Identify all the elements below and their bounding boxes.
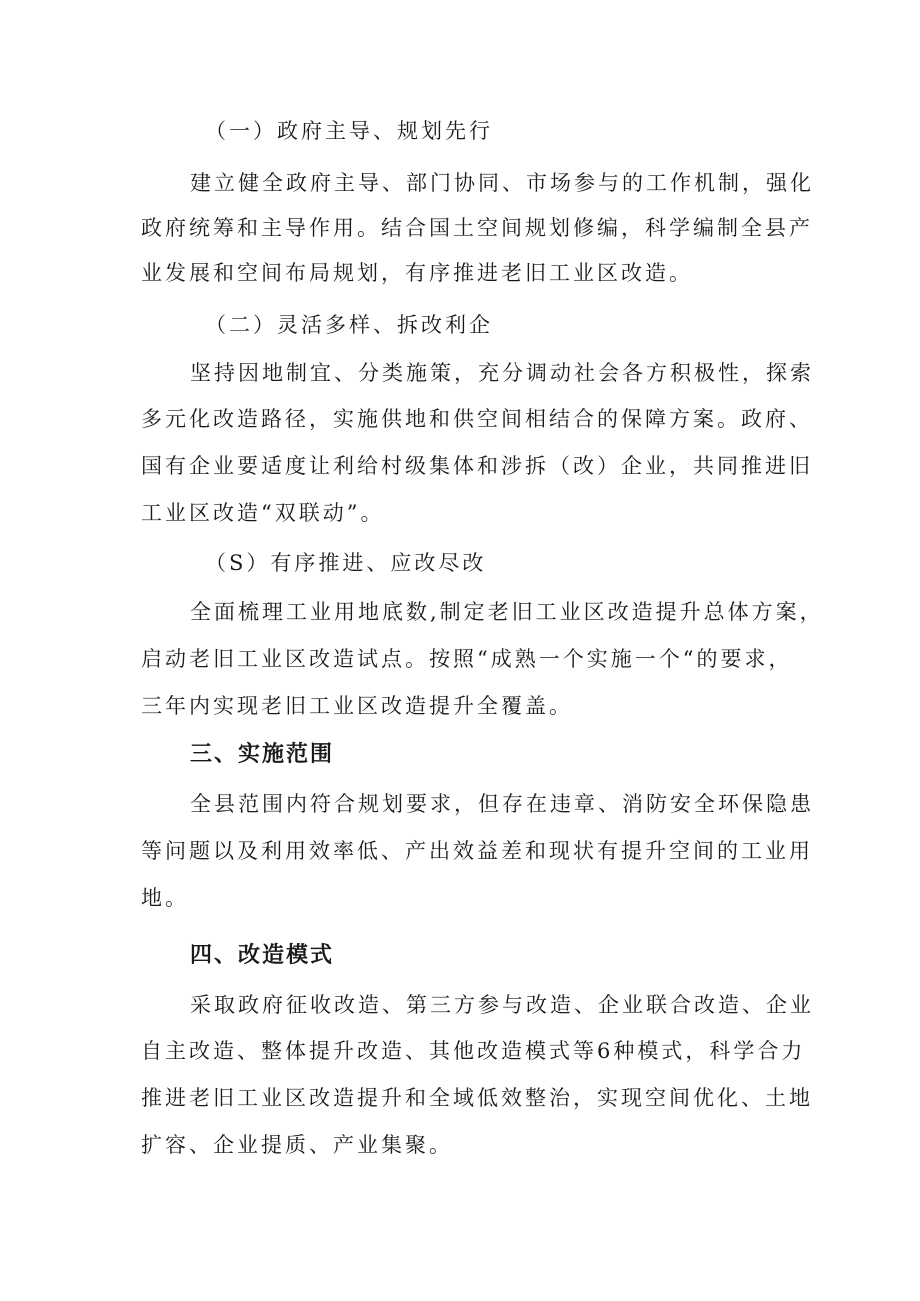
paragraph-line: 建立健全政府主导、部门协同、市场参与的工作机制，强化 xyxy=(190,171,814,195)
paragraph-line: 业发展和空间布局规划，有序推进老旧工业区改造。 xyxy=(141,261,693,285)
paragraph-line: 扩容、企业提质、产业集聚。 xyxy=(141,1133,453,1157)
paragraph-line: 全面梳理工业用地底数,制定老旧工业区改造提升总体方案， xyxy=(190,600,824,624)
paragraph-line: 推进老旧工业区改造提升和全域低效整治，实现空间优化、土地 xyxy=(141,1086,813,1110)
paragraph-line: 地。 xyxy=(141,886,189,910)
paragraph-line: 工业区改造“双联动”。 xyxy=(141,501,385,525)
subheading-flexible-diverse: （二）灵活多样、拆改利企 xyxy=(205,313,493,337)
paragraph-line: 多元化改造路径，实施供地和供空间相结合的保障方案。政府、 xyxy=(141,407,813,431)
subheading-government-led: （一）政府主导、规划先行 xyxy=(205,119,493,143)
paragraph-line: 等问题以及利用效率低、产出效益差和现状有提升空间的工业用 xyxy=(141,839,813,863)
paragraph-line: 坚持因地制宜、分类施策，充分调动社会各方积极性，探索 xyxy=(190,361,814,385)
heading-implementation-scope: 三、实施范围 xyxy=(190,742,335,767)
paragraph-line: 国有企业要适度让利给村级集体和涉拆（改）企业，共同推进旧 xyxy=(141,454,813,478)
paragraph-line: 采取政府征收改造、第三方参与改造、企业联合改造、企业 xyxy=(190,993,814,1017)
heading-renovation-model: 四、改造模式 xyxy=(190,943,335,968)
paragraph-line: 启动老旧工业区改造试点。按照“成熟一个实施一个“的要求， xyxy=(141,647,793,671)
paragraph-line: 三年内实现老旧工业区改造提升全覆盖。 xyxy=(141,694,573,718)
paragraph-line: 自主改造、整体提升改造、其他改造模式等6种模式，科学合力 xyxy=(141,1039,806,1063)
paragraph-line: 全县范围内符合规划要求，但存在违章、消防安全环保隐患 xyxy=(190,792,814,816)
paragraph-line: 政府统筹和主导作用。结合国土空间规划修编，科学编制全县产 xyxy=(141,216,813,240)
subheading-orderly-advance: （S）有序推进、应改尽改 xyxy=(205,551,487,575)
